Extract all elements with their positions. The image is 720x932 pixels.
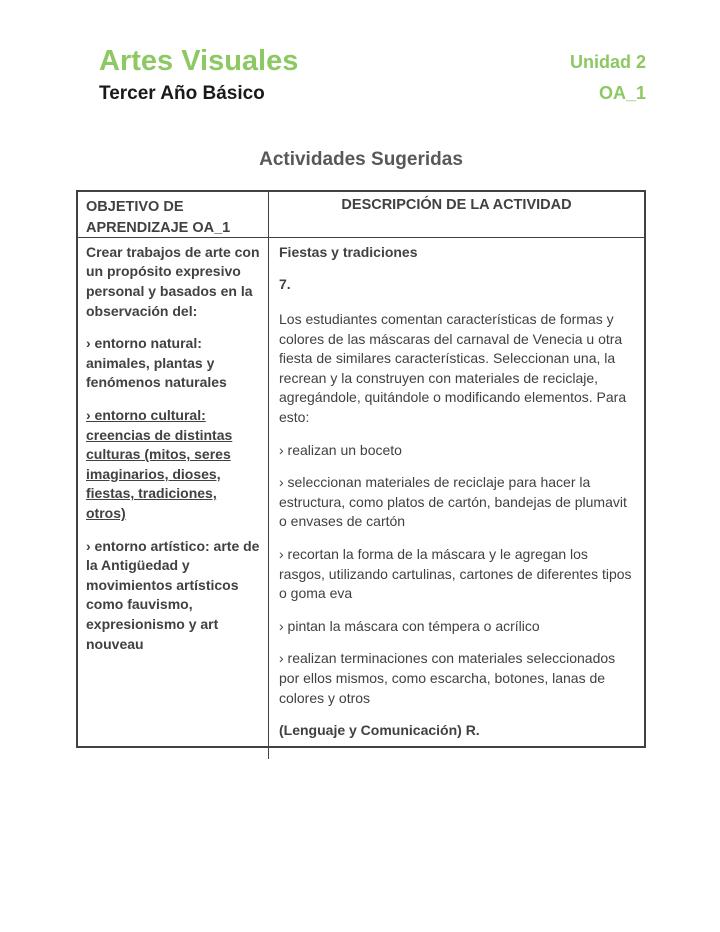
activity-subject-tag: (Lenguaje y Comunicación) R. <box>279 722 480 739</box>
objective-header-cell: OBJETIVO DE APRENDIZAJE OA_1 <box>78 192 269 237</box>
activity-step: › recortan la forma de la máscara y le agregan los rasgos, utilizando cartulinas, cartones de diferentes tipos o goma eva <box>279 546 632 602</box>
objective-cell <box>78 238 269 759</box>
activity-title: Fiestas y tradiciones <box>279 243 418 260</box>
activity-number: 7. <box>279 276 291 293</box>
unit-label: Unidad 2 <box>569 52 646 72</box>
table-body-row <box>78 238 644 759</box>
activity-step: › realizan terminaciones con materiales seleccionados por ellos mismos, como escarcha, botones, lanas de colores y otros <box>279 650 616 706</box>
activity-step: › seleccionan materiales de reciclaje para hacer la estructura, como platos de cartón, bandejas de plumavit o envases de cartón <box>279 474 627 530</box>
description-header-cell: DESCRIPCIÓN DE LA ACTIVIDAD <box>341 196 572 213</box>
header-right-block <box>570 46 646 104</box>
section-title: Actividades Sugeridas <box>259 148 463 170</box>
table-header-row <box>78 192 644 238</box>
activity-step: › pintan la máscara con témpera o acrílico <box>279 617 540 634</box>
objective-item-artistico: › entorno artístico: arte de la Antigüedad y movimientos artísticos como fauvismo, expresionismo y art nouveau <box>86 537 260 652</box>
header-left-block <box>76 46 298 105</box>
activities-table <box>76 190 646 748</box>
objective-item-natural: › entorno natural: animales, plantas y fenómenos naturales <box>86 335 227 391</box>
activity-step: › realizan un boceto <box>279 441 402 458</box>
objective-item-cultural: › entorno cultural: creencias de distintas culturas (mitos, seres imaginarios, dioses, fiestas, tradiciones, otros) <box>86 407 233 522</box>
doc-subtitle: Tercer Año Básico <box>99 82 265 104</box>
activity-cell <box>269 238 644 759</box>
activity-description: Los estudiantes comentan características de formas y colores de las máscaras del carnaval de Venecia u otra fiesta de similares características. Seleccionan una, la recrean y la construyen con materiales de reciclaje, agregándole, quitándole o modificando elementos. Para esto: <box>279 311 627 426</box>
document-header <box>76 0 646 105</box>
doc-title: Artes Visuales <box>99 45 299 77</box>
oa-label: OA_1 <box>598 82 646 103</box>
objective-intro: Crear trabajos de arte con un propósito expresivo personal y basados en la observación del: <box>86 243 260 319</box>
